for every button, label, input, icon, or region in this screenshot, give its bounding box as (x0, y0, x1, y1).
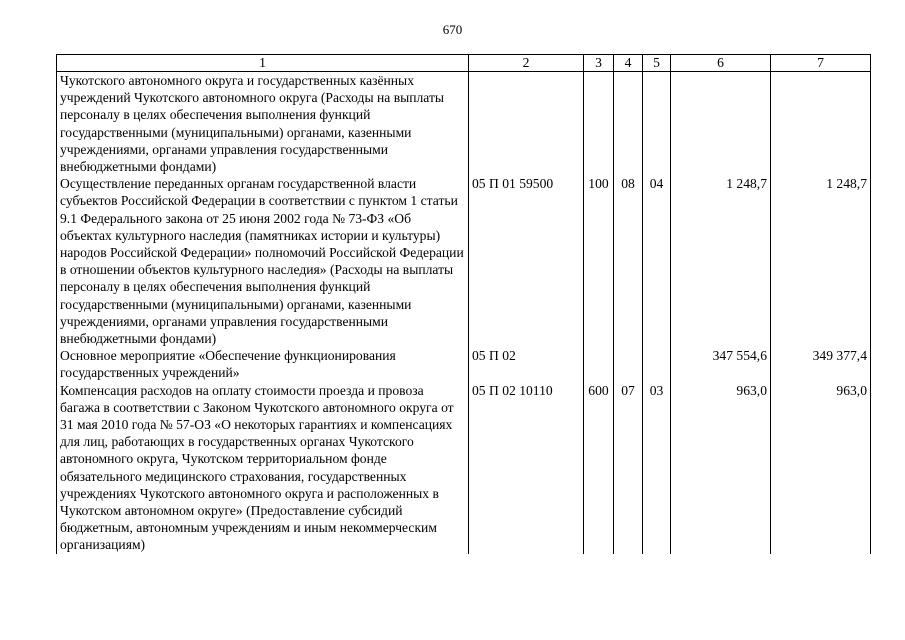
row-code: 05 П 01 59500 (469, 175, 584, 347)
row-col-5 (643, 347, 671, 381)
row-col-5 (643, 72, 671, 176)
row-amount-2: 963,0 (771, 382, 871, 554)
column-header-5: 5 (643, 55, 671, 72)
table-row (57, 382, 871, 554)
column-header-1: 1 (57, 55, 469, 72)
row-name: Компенсация расходов на оплату стоимости проезда и провоза багажа в соответствии с Законом Чукотского автономного округа от 31 мая 2010 года № 57-ОЗ «О некоторых гарантиях и компенсациях для лиц, работающих в государственных органах Чукотского автономного округа, Чукотском территориальном фонде обязательного медицинского страхования, государственных учреждениях Чукотского автономного округа и расположенных в Чукотском автономном округе» (Предоставление субсидий бюджетным, автономным учреждениям и иным некоммерческим организациям) (57, 382, 469, 554)
table-row (57, 175, 871, 347)
column-header-2: 2 (469, 55, 584, 72)
row-name: Осуществление переданных органам государственной власти субъектов Российской Федерации в соответствии с пунктом 1 статьи 9.1 Федерального закона от 25 июня 2002 года № 73-ФЗ «Об объектах культурного наследия (памятниках истории и культуры) народов Российской Федерации» полномочий Российской Федерации в отношении объектов культурного наследия» (Расходы на выплаты персоналу в целях обеспечения выполнения функций государственными (муниципальными) органами, казенными учреждениями, органами управления государственными внебюджетными фондами) (57, 175, 469, 347)
row-name: Чукотского автономного округа и государственных казённых учреждений Чукотского автономного округа (Расходы на выплаты персоналу в целях обеспечения выполнения функций государственными (муниципальными) органами, казенными учреждениями, органами управления государственными внебюджетными фондами) (57, 72, 469, 176)
row-code: 05 П 02 (469, 347, 584, 381)
column-header-7: 7 (771, 55, 871, 72)
row-code (469, 72, 584, 176)
row-col-3: 600 (584, 382, 614, 554)
column-header-4: 4 (614, 55, 643, 72)
row-amount-1: 347 554,6 (671, 347, 771, 381)
row-code: 05 П 02 10110 (469, 382, 584, 554)
row-amount-2: 1 248,7 (771, 175, 871, 347)
row-col-4 (614, 347, 643, 381)
table-row (57, 347, 871, 381)
row-col-3 (584, 72, 614, 176)
table-header-row (57, 55, 871, 72)
table-row (57, 72, 871, 176)
row-amount-2 (771, 72, 871, 176)
row-col-3 (584, 347, 614, 381)
row-col-4: 08 (614, 175, 643, 347)
row-amount-1 (671, 72, 771, 176)
row-amount-2: 349 377,4 (771, 347, 871, 381)
row-col-5: 04 (643, 175, 671, 347)
row-col-5: 03 (643, 382, 671, 554)
page-number: 670 (442, 22, 463, 37)
row-col-4 (614, 72, 643, 176)
row-amount-1: 963,0 (671, 382, 771, 554)
row-col-3: 100 (584, 175, 614, 347)
budget-table (56, 54, 871, 554)
row-amount-1: 1 248,7 (671, 175, 771, 347)
column-header-6: 6 (671, 55, 771, 72)
row-name: Основное мероприятие «Обеспечение функционирования государственных учреждений» (57, 347, 469, 381)
column-header-3: 3 (584, 55, 614, 72)
row-col-4: 07 (614, 382, 643, 554)
